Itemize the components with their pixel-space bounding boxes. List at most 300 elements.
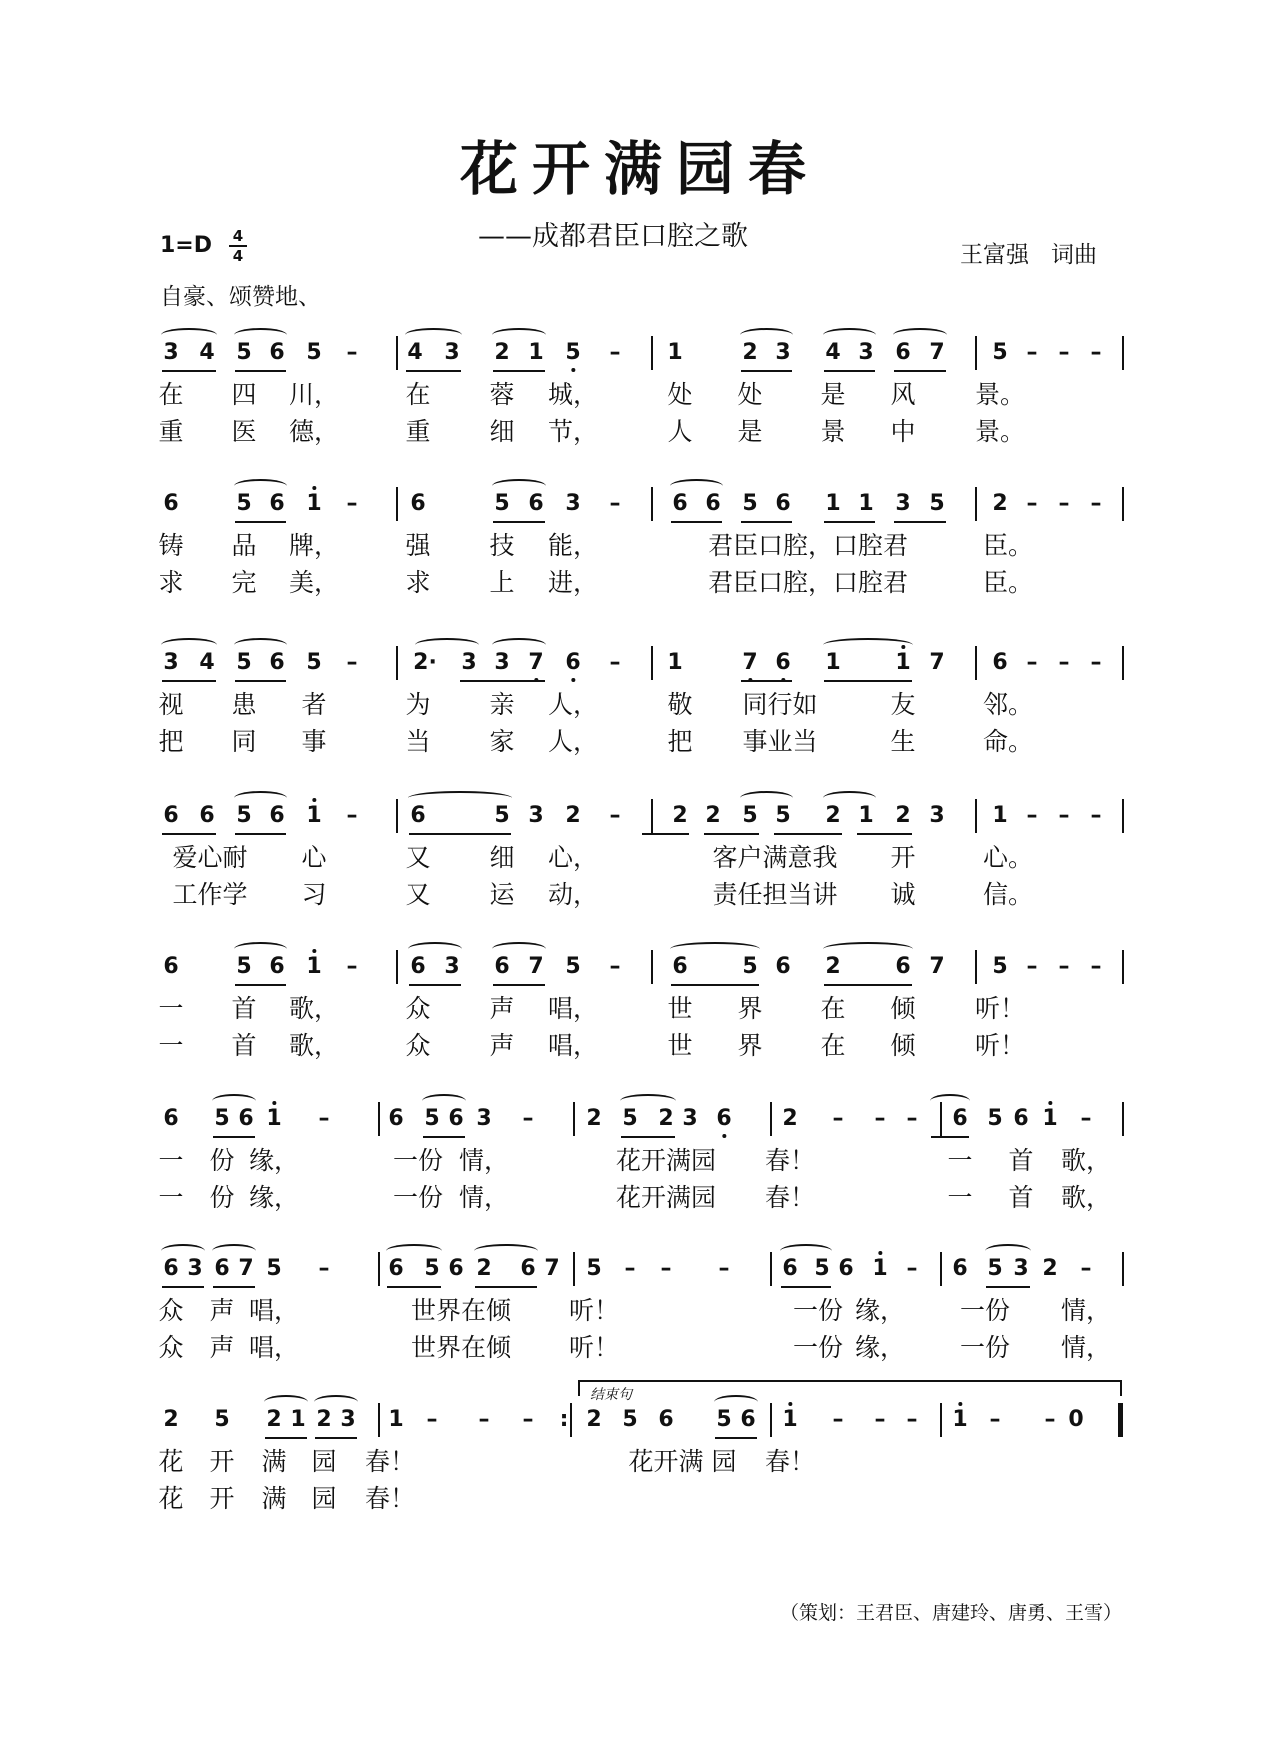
barline bbox=[573, 1102, 575, 1136]
dash-symbol: – bbox=[522, 1407, 534, 1432]
dash-symbol: – bbox=[609, 340, 621, 365]
slur-mark bbox=[161, 638, 217, 652]
beam-underline bbox=[824, 370, 875, 372]
barline bbox=[651, 799, 653, 833]
note: 6 bbox=[448, 1256, 464, 1281]
lyric-word: 心 bbox=[301, 843, 327, 872]
lyric-word: 动， bbox=[547, 880, 599, 909]
lyric-word: 患 bbox=[231, 690, 257, 719]
lyric-word: 爱心耐 bbox=[172, 843, 248, 872]
lyric-word: 份 bbox=[209, 1183, 235, 1212]
barline bbox=[396, 799, 398, 833]
lyric-word: 首 bbox=[1008, 1146, 1034, 1175]
beam-underline bbox=[857, 833, 912, 835]
beam-underline bbox=[406, 370, 461, 372]
lyric-word: 一 bbox=[158, 994, 184, 1023]
dash-symbol: – bbox=[1058, 954, 1070, 979]
barline bbox=[975, 646, 977, 680]
dash-symbol: – bbox=[906, 1256, 918, 1281]
lyric-word: 细 bbox=[489, 417, 515, 446]
slur-mark bbox=[212, 1244, 256, 1258]
note: 7 bbox=[929, 650, 945, 675]
lyric-word: 又 bbox=[405, 843, 431, 872]
dash-symbol: – bbox=[1058, 803, 1070, 828]
lyric-word: 一份 bbox=[959, 1296, 1011, 1325]
beam-underline bbox=[715, 1437, 757, 1439]
lyric-word: 情， bbox=[1060, 1296, 1112, 1325]
beam-underline bbox=[409, 833, 511, 835]
lyric-word: 春！ bbox=[764, 1447, 816, 1476]
beam-underline bbox=[894, 370, 946, 372]
lyric-word: 川， bbox=[288, 380, 340, 409]
slur-mark bbox=[234, 638, 287, 652]
lyric-word: 生 bbox=[890, 727, 916, 756]
slur-mark bbox=[823, 942, 913, 956]
lyric-word: 歌， bbox=[1060, 1146, 1112, 1175]
beam-underline bbox=[235, 521, 286, 523]
composer-role: 词曲 bbox=[1051, 242, 1097, 268]
lyric-word: 声 bbox=[489, 1031, 515, 1060]
dash-symbol: – bbox=[1090, 491, 1102, 516]
note: 2 bbox=[494, 340, 510, 365]
note: 2 bbox=[705, 803, 721, 828]
lyric-word: 景 bbox=[820, 417, 846, 446]
lyric-word: 又 bbox=[405, 880, 431, 909]
lyric-word: 人， bbox=[547, 690, 599, 719]
note: 1 bbox=[858, 491, 874, 516]
note: 6 bbox=[565, 650, 581, 675]
slur-mark bbox=[161, 1244, 205, 1258]
lyric-word: 运 bbox=[489, 880, 515, 909]
beam-underline bbox=[493, 521, 545, 523]
lyric-word: 缘， bbox=[248, 1183, 300, 1212]
beam-underline bbox=[642, 833, 689, 835]
note: 5 bbox=[494, 803, 510, 828]
dash-symbol: – bbox=[718, 1256, 730, 1281]
beam-underline bbox=[781, 1286, 831, 1288]
barline bbox=[396, 950, 398, 984]
slur-mark bbox=[314, 1395, 358, 1409]
note: 1 bbox=[825, 650, 841, 675]
note: 5 bbox=[236, 954, 252, 979]
dash-symbol: – bbox=[346, 803, 358, 828]
dash-symbol: – bbox=[609, 650, 621, 675]
beam-underline bbox=[621, 1136, 675, 1138]
barline bbox=[770, 1102, 772, 1136]
beam-underline bbox=[475, 1286, 537, 1288]
dash-symbol: – bbox=[522, 1106, 534, 1131]
dash-symbol: – bbox=[609, 954, 621, 979]
dash-symbol: – bbox=[906, 1106, 918, 1131]
note: 4 bbox=[199, 650, 215, 675]
lyric-word: 美， bbox=[288, 568, 340, 597]
slur-mark bbox=[620, 1094, 676, 1108]
composer-name: 王富强 bbox=[960, 242, 1029, 268]
slur-mark bbox=[408, 791, 512, 805]
note: 1 bbox=[667, 650, 683, 675]
note: 6 bbox=[952, 1106, 968, 1131]
lyric-word: 听！ bbox=[568, 1296, 620, 1325]
slur-mark bbox=[780, 1244, 832, 1258]
final-barline bbox=[1118, 1403, 1123, 1437]
lyric-word: 缘， bbox=[248, 1146, 300, 1175]
dash-symbol: – bbox=[660, 1256, 672, 1281]
lyric-word: 上 bbox=[489, 568, 515, 597]
note: 6 bbox=[775, 650, 791, 675]
slur-mark bbox=[405, 328, 462, 342]
note: 6 bbox=[716, 1106, 732, 1131]
dash-symbol: – bbox=[346, 491, 358, 516]
note: 1 bbox=[306, 954, 322, 979]
lyric-word: 家 bbox=[489, 727, 515, 756]
dash-symbol: – bbox=[874, 1106, 886, 1131]
lyric-word: 一 bbox=[158, 1031, 184, 1060]
lyric-word: 开 bbox=[209, 1484, 235, 1513]
note: 4 bbox=[199, 340, 215, 365]
note: 5 bbox=[716, 1407, 732, 1432]
note: 2 bbox=[825, 803, 841, 828]
lyric-word: 德， bbox=[288, 417, 340, 446]
note: 6 bbox=[163, 954, 179, 979]
note: 5 bbox=[992, 340, 1008, 365]
lyric-word: 铸 bbox=[158, 531, 184, 560]
note: 6 bbox=[410, 491, 426, 516]
lyric-word: 一 bbox=[158, 1146, 184, 1175]
note: 2 bbox=[586, 1106, 602, 1131]
lyric-word: 首 bbox=[1008, 1183, 1034, 1212]
slur-mark bbox=[234, 942, 287, 956]
note: 5 bbox=[929, 491, 945, 516]
dash-symbol: – bbox=[1080, 1256, 1092, 1281]
barline bbox=[573, 1252, 575, 1286]
note: 2 bbox=[1042, 1256, 1058, 1281]
lyric-word: 把 bbox=[158, 727, 184, 756]
slur-mark bbox=[492, 328, 546, 342]
slur-mark bbox=[264, 1395, 308, 1409]
slur-mark bbox=[408, 942, 462, 956]
lyric-word: 四 bbox=[231, 380, 257, 409]
lyric-word: 声 bbox=[209, 1296, 235, 1325]
lyric-word: 开 bbox=[209, 1447, 235, 1476]
dash-symbol: – bbox=[318, 1106, 330, 1131]
slur-mark bbox=[234, 328, 287, 342]
note: 1 bbox=[667, 340, 683, 365]
lyric-word: 缘， bbox=[854, 1296, 906, 1325]
note: 6 bbox=[895, 340, 911, 365]
lyric-word: 一份 bbox=[792, 1296, 844, 1325]
dash-symbol: – bbox=[1090, 954, 1102, 979]
time-signature bbox=[229, 228, 247, 264]
beam-underline bbox=[741, 680, 792, 682]
time-signature-top: 4 bbox=[232, 227, 244, 245]
note: 2 bbox=[163, 1407, 179, 1432]
lyric-word: 事业当 bbox=[742, 727, 818, 756]
dash-symbol: – bbox=[1026, 340, 1038, 365]
lyric-word: 世 bbox=[667, 994, 693, 1023]
barline bbox=[378, 1252, 380, 1286]
lyric-word: 习 bbox=[301, 880, 327, 909]
barline bbox=[1122, 799, 1124, 833]
dash-symbol: – bbox=[346, 340, 358, 365]
dash-symbol: – bbox=[624, 1256, 636, 1281]
dash-symbol: – bbox=[1026, 954, 1038, 979]
lyric-word: 敬 bbox=[667, 690, 693, 719]
note: 5 bbox=[742, 954, 758, 979]
note: 1 bbox=[858, 803, 874, 828]
note: 3 bbox=[163, 340, 179, 365]
note: 6 bbox=[895, 954, 911, 979]
note: 5 bbox=[987, 1256, 1003, 1281]
lyric-word: 臣。 bbox=[982, 531, 1034, 560]
note: 5 bbox=[236, 340, 252, 365]
dash-symbol: – bbox=[1090, 803, 1102, 828]
lyric-word: 中 bbox=[890, 417, 916, 446]
beam-underline bbox=[774, 833, 842, 835]
note: 2 bbox=[895, 803, 911, 828]
dash-symbol: – bbox=[1058, 650, 1070, 675]
barline bbox=[1122, 1102, 1124, 1136]
note: 6 bbox=[658, 1407, 674, 1432]
lyric-word: 唱， bbox=[547, 1031, 599, 1060]
dash-symbol: – bbox=[832, 1407, 844, 1432]
lyric-word: 处 bbox=[667, 380, 693, 409]
slur-mark bbox=[161, 328, 217, 342]
note: 6 bbox=[214, 1256, 230, 1281]
lyric-word: 开 bbox=[890, 843, 916, 872]
lyric-word: 邻。 bbox=[982, 690, 1034, 719]
lyric-word: 君臣口腔，口腔君 bbox=[707, 531, 909, 560]
beam-underline bbox=[387, 1286, 441, 1288]
note: 1 bbox=[306, 803, 322, 828]
lyric-word: 求 bbox=[405, 568, 431, 597]
note: 1 bbox=[388, 1407, 404, 1432]
note: 5 bbox=[306, 340, 322, 365]
time-signature-bottom: 4 bbox=[232, 247, 244, 265]
lyric-word: 重 bbox=[158, 417, 184, 446]
note: 6 bbox=[269, 491, 285, 516]
dash-symbol: – bbox=[346, 650, 358, 675]
note: 5 bbox=[236, 803, 252, 828]
dash-symbol: – bbox=[318, 1256, 330, 1281]
note: 3 bbox=[565, 491, 581, 516]
lyric-word: 视 bbox=[158, 690, 184, 719]
lyric-word: 人 bbox=[667, 417, 693, 446]
lyric-word: 花开满 bbox=[628, 1447, 704, 1476]
note: 7 bbox=[742, 650, 758, 675]
note: 5 bbox=[236, 650, 252, 675]
barline bbox=[975, 950, 977, 984]
note: 5 bbox=[214, 1106, 230, 1131]
repeat-barline bbox=[570, 1403, 572, 1437]
dash-symbol: – bbox=[989, 1407, 1001, 1432]
lyric-word: 蓉 bbox=[489, 380, 515, 409]
note: 3 bbox=[444, 340, 460, 365]
beam-underline bbox=[162, 833, 216, 835]
dash-symbol: – bbox=[1044, 1407, 1056, 1432]
lyric-word: 能， bbox=[547, 531, 599, 560]
note: 6 bbox=[448, 1106, 464, 1131]
dash-symbol: – bbox=[1090, 650, 1102, 675]
note: 5 bbox=[424, 1256, 440, 1281]
note: 2 bbox=[476, 1256, 492, 1281]
lyric-word: 是 bbox=[737, 417, 763, 446]
note: 3 bbox=[895, 491, 911, 516]
dash-symbol: – bbox=[478, 1407, 490, 1432]
key-signature: 1=D bbox=[160, 233, 213, 258]
note: 5 bbox=[424, 1106, 440, 1131]
note: 6 bbox=[269, 803, 285, 828]
note: 5 bbox=[992, 954, 1008, 979]
note: 7 bbox=[528, 954, 544, 979]
lyric-word: 园 bbox=[311, 1447, 337, 1476]
lyric-word: 一 bbox=[158, 1183, 184, 1212]
note: 1 bbox=[266, 1106, 282, 1131]
note: 2· bbox=[413, 650, 437, 675]
lyric-word: 春！ bbox=[364, 1484, 416, 1513]
composer-credit bbox=[960, 236, 1097, 269]
note: 2 bbox=[316, 1407, 332, 1432]
dash-symbol: – bbox=[1080, 1106, 1092, 1131]
barline bbox=[651, 646, 653, 680]
note: 6 bbox=[269, 340, 285, 365]
lyric-word: 在 bbox=[820, 1031, 846, 1060]
note: 5 bbox=[565, 954, 581, 979]
barline bbox=[770, 1252, 772, 1286]
note: 3 bbox=[929, 803, 945, 828]
lyric-word: 城， bbox=[547, 380, 599, 409]
lyric-word: 命。 bbox=[982, 727, 1034, 756]
note: 4 bbox=[407, 340, 423, 365]
lyric-word: 同 bbox=[231, 727, 257, 756]
note: 5 bbox=[214, 1407, 230, 1432]
note: 6 bbox=[199, 803, 215, 828]
slur-mark bbox=[492, 479, 546, 493]
lyric-word: 唱， bbox=[248, 1296, 300, 1325]
lyric-word: 友 bbox=[890, 690, 916, 719]
lyric-word: 是 bbox=[820, 380, 846, 409]
note: 6 bbox=[520, 1256, 536, 1281]
note: 2 bbox=[672, 803, 688, 828]
beam-underline bbox=[671, 521, 722, 523]
slur-mark bbox=[492, 638, 546, 652]
dash-symbol: – bbox=[874, 1407, 886, 1432]
note: 7 bbox=[528, 650, 544, 675]
lyric-word: 花 bbox=[158, 1484, 184, 1513]
beam-underline bbox=[824, 521, 875, 523]
barline bbox=[396, 646, 398, 680]
lyric-word: 处 bbox=[737, 380, 763, 409]
note: 3 bbox=[340, 1407, 356, 1432]
note: 2 bbox=[586, 1407, 602, 1432]
lyric-word: 满 bbox=[261, 1447, 287, 1476]
note: 3 bbox=[1013, 1256, 1029, 1281]
barline bbox=[1122, 950, 1124, 984]
lyric-word: 当 bbox=[405, 727, 431, 756]
lyric-word: 春！ bbox=[364, 1447, 416, 1476]
lyric-word: 情， bbox=[1060, 1333, 1112, 1362]
note: 3 bbox=[187, 1256, 203, 1281]
lyric-word: 歌， bbox=[288, 1031, 340, 1060]
note: 5 bbox=[775, 803, 791, 828]
lyric-word: 一份 bbox=[959, 1333, 1011, 1362]
lyric-word: 君臣口腔，口腔君 bbox=[707, 568, 909, 597]
beam-underline bbox=[409, 984, 461, 986]
dash-symbol: – bbox=[426, 1407, 438, 1432]
lyric-word: 唱， bbox=[248, 1333, 300, 1362]
lyric-word: 风 bbox=[890, 380, 916, 409]
barline bbox=[378, 1102, 380, 1136]
lyric-word: 听！ bbox=[568, 1333, 620, 1362]
lyric-word: 一份 bbox=[392, 1183, 444, 1212]
note: 5 bbox=[814, 1256, 830, 1281]
beam-underline bbox=[423, 1136, 465, 1138]
lyric-word: 在 bbox=[820, 994, 846, 1023]
lyric-word: 世界在倾 bbox=[410, 1296, 512, 1325]
lyric-word: 一份 bbox=[392, 1146, 444, 1175]
note: 5 bbox=[622, 1106, 638, 1131]
beam-underline bbox=[162, 370, 216, 372]
lyric-word: 客户满意我 bbox=[712, 843, 838, 872]
lyric-word: 人， bbox=[547, 727, 599, 756]
lyric-word: 心， bbox=[547, 843, 599, 872]
repeat-dots: : bbox=[559, 1407, 569, 1432]
note: 6 bbox=[410, 803, 426, 828]
barline bbox=[1122, 646, 1124, 680]
note: 1 bbox=[306, 491, 322, 516]
lyric-word: 倾 bbox=[890, 1031, 916, 1060]
slur-mark bbox=[474, 1244, 538, 1258]
lyric-word: 满 bbox=[261, 1484, 287, 1513]
slur-mark bbox=[740, 328, 793, 342]
slur-mark bbox=[234, 791, 287, 805]
note: 6 bbox=[528, 491, 544, 516]
beam-underline bbox=[894, 521, 946, 523]
lyric-word: 为 bbox=[405, 690, 431, 719]
note: 2 bbox=[742, 340, 758, 365]
song-subtitle: ——成都君臣口腔之歌 bbox=[478, 221, 748, 252]
lyric-word: 品 bbox=[231, 531, 257, 560]
note: 6 bbox=[705, 491, 721, 516]
note: 3 bbox=[858, 340, 874, 365]
note: 6 bbox=[269, 954, 285, 979]
lyric-word: 份 bbox=[209, 1146, 235, 1175]
slur-mark bbox=[740, 791, 793, 805]
note: 6 bbox=[410, 954, 426, 979]
barline bbox=[770, 1403, 772, 1437]
lyric-word: 园 bbox=[711, 1447, 737, 1476]
lyric-word: 景。 bbox=[974, 380, 1026, 409]
dash-symbol: – bbox=[1090, 340, 1102, 365]
note: 3 bbox=[163, 650, 179, 675]
beam-underline bbox=[162, 680, 216, 682]
note: 3 bbox=[528, 803, 544, 828]
lyric-word: 花 bbox=[158, 1447, 184, 1476]
dash-symbol: – bbox=[1026, 650, 1038, 675]
lyric-word: 众 bbox=[405, 1031, 431, 1060]
note: 1 bbox=[895, 650, 911, 675]
lyric-word: 一 bbox=[947, 1183, 973, 1212]
note: 5 bbox=[494, 491, 510, 516]
lyric-word: 景。 bbox=[974, 417, 1026, 446]
beam-underline bbox=[315, 1437, 357, 1439]
note: 3 bbox=[775, 340, 791, 365]
note: 5 bbox=[236, 491, 252, 516]
note: 6 bbox=[740, 1407, 756, 1432]
lyric-word: 者 bbox=[301, 690, 327, 719]
beam-underline bbox=[824, 680, 912, 682]
lyric-word: 一份 bbox=[792, 1333, 844, 1362]
lyric-word: 春！ bbox=[764, 1146, 816, 1175]
